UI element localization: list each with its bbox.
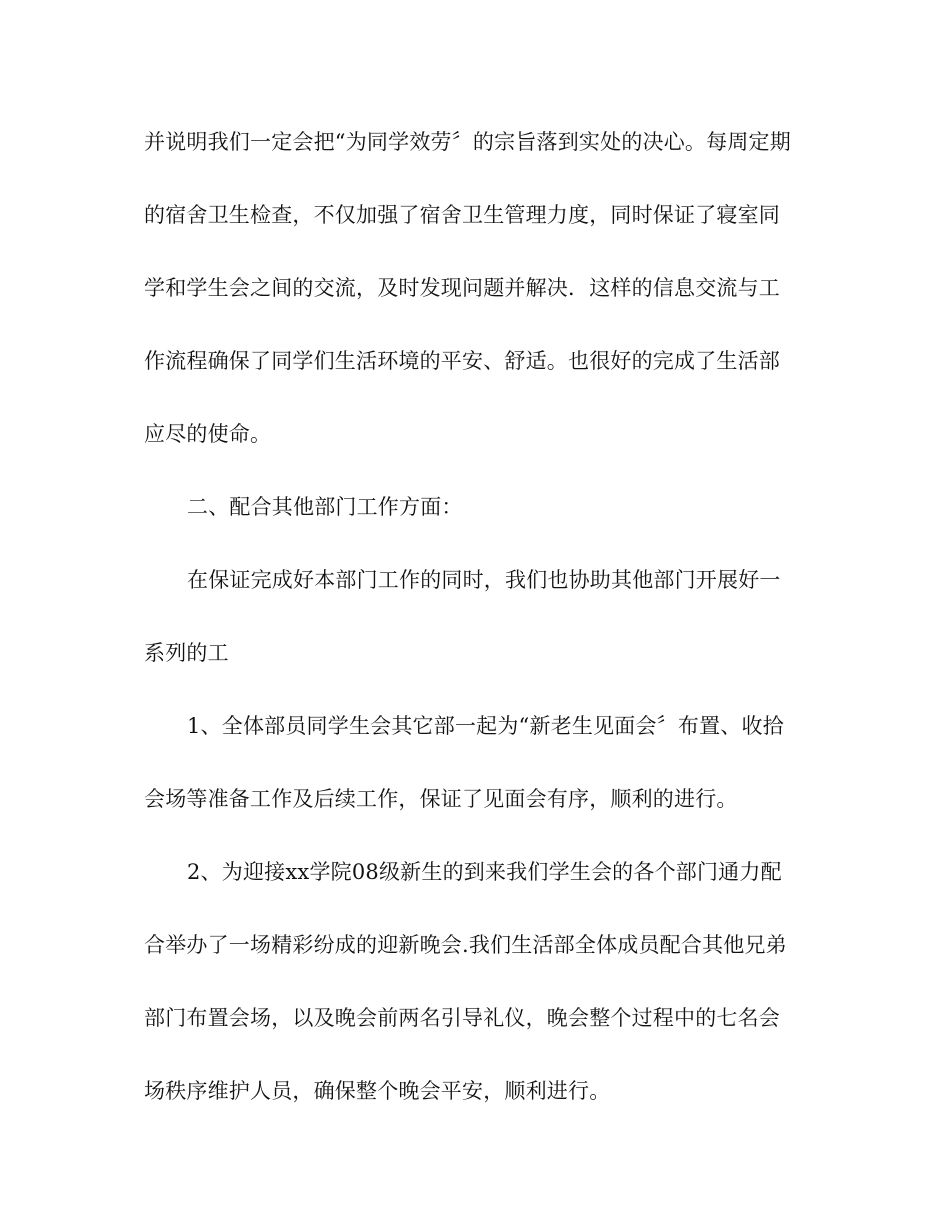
list-item-line: 会场等准备工作及后续工作，保证了见面会有序，顺利的进行。 [144, 787, 738, 811]
paragraph-line: 作流程确保了同学们生活环境的平安、舒适。也很好的完成了生活部 [144, 349, 780, 373]
paragraph-line: 应尽的使命。 [144, 422, 272, 446]
paragraph-line: 系列的工 [144, 641, 229, 665]
list-item-line: 场秩序维护人员，确保整个晚会平安，顺利进行。 [144, 1079, 611, 1103]
list-item-line: 1、全体部员同学生会其它部一起为“新老生见面会〞布置、收拾 [187, 714, 784, 738]
section-heading: 二、配合其他部门工作方面： [187, 495, 463, 519]
paragraph-line: 学和学生会之间的交流，及时发现问题并解决．这样的信息交流与工 [144, 276, 780, 300]
list-item-line: 2、为迎接xx学院08级新生的到来我们学生会的各个部门通力配 [187, 860, 782, 884]
paragraph-line: 并说明我们一定会把“为同学效劳〞的宗旨落到实处的决心。每周定期 [144, 130, 791, 154]
paragraph-line: 的宿舍卫生检查，不仅加强了宿舍卫生管理力度，同时保证了寝室同 [144, 203, 780, 227]
paragraph-line: 在保证完成好本部门工作的同时，我们也协助其他部门开展好一 [187, 568, 781, 592]
list-item-line: 合举办了一场精彩纷成的迎新晚会.我们生活部全体成员配合其他兄弟 [144, 933, 787, 957]
list-item-line: 部门布置会场，以及晚会前两名引导礼仪，晚会整个过程中的七名会 [144, 1006, 780, 1030]
